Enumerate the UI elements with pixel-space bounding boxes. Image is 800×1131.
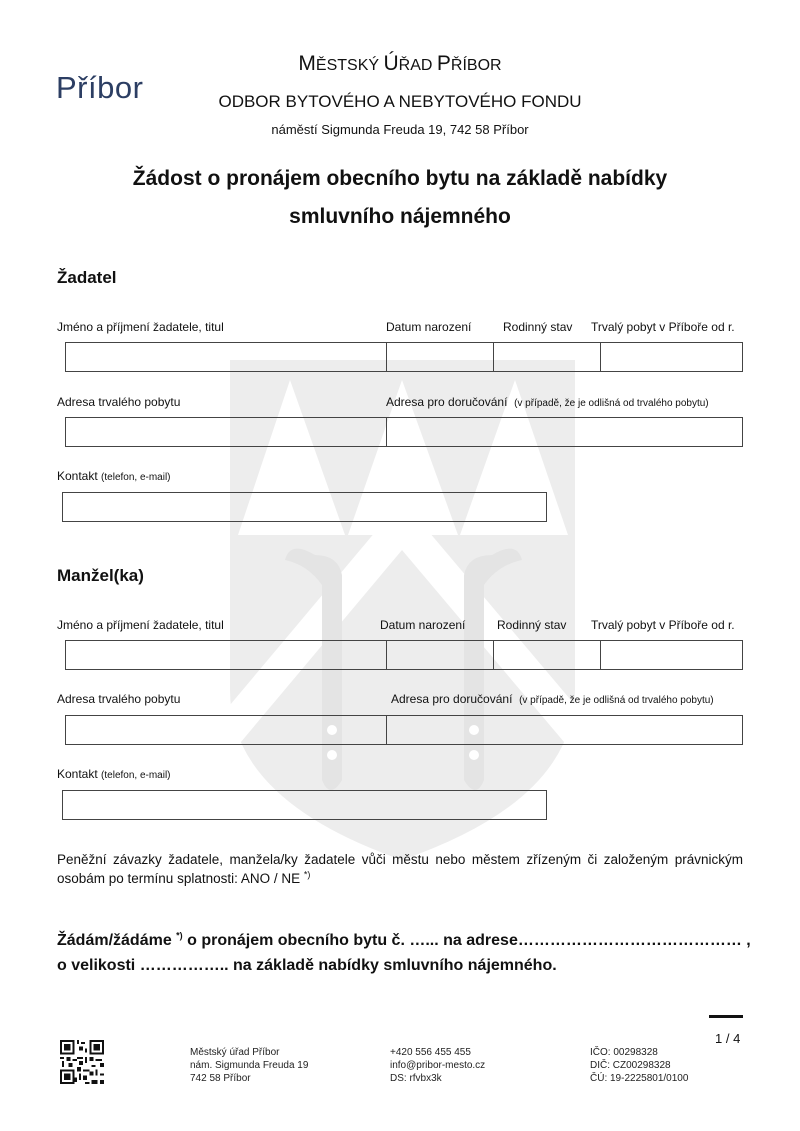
label-dob: Datum narození: [380, 618, 466, 632]
pribor-logo: Příbor: [56, 70, 144, 105]
spouse-name-input[interactable]: [66, 641, 386, 669]
spouse-contact-box: [62, 790, 547, 820]
label-residence-since: Trvalý pobyt v Příboře od r.: [591, 320, 735, 334]
applicant-row1-box: [65, 342, 743, 372]
label-permanent-address: Adresa trvalého pobytu: [57, 692, 181, 706]
office-address: náměstí Sigmunda Freuda 19, 742 58 Příbor: [271, 122, 529, 137]
page-rule: [709, 1015, 743, 1018]
applicant-dob-input[interactable]: [387, 343, 493, 371]
spouse-residence-since-input[interactable]: [601, 641, 743, 669]
request-statement: Žádám/žádáme *) o pronájem obecního bytu č. …... na adrese…………………………………… , o velikosti …………….. na základě nabídky smluvního nájemného.: [57, 930, 751, 974]
applicant-residence-since-input[interactable]: [601, 343, 743, 371]
label-marital: Rodinný stav: [497, 618, 567, 632]
department-name: ODBOR BYTOVÉHO A NEBYTOVÉHO FONDU: [218, 92, 582, 111]
label-marital: Rodinný stav: [503, 320, 573, 334]
spouse-permanent-address-input[interactable]: [66, 716, 386, 744]
label-contact: Kontakt (telefon, e-mail): [57, 469, 171, 483]
document-title: Žádost o pronájem obecního bytu na základě nabídky smluvního nájemného: [132, 167, 668, 228]
label-permanent-address: Adresa trvalého pobytu: [57, 395, 181, 409]
applicant-marital-input[interactable]: [494, 343, 600, 371]
label-dob: Datum narození: [386, 320, 472, 334]
label-contact: Kontakt (telefon, e-mail): [57, 767, 171, 781]
applicant-delivery-address-input[interactable]: [387, 418, 743, 446]
spouse-row1-box: [65, 640, 743, 670]
label-delivery-address: Adresa pro doručování (v případě, že je odlišná od trvalého pobytu): [391, 692, 714, 706]
applicant-row2-box: [65, 417, 743, 447]
label-residence-since: Trvalý pobyt v Příboře od r.: [591, 618, 735, 632]
label-name: Jméno a příjmení žadatele, titul: [57, 618, 224, 632]
spouse-delivery-address-input[interactable]: [387, 716, 743, 744]
spouse-contact-input[interactable]: [63, 791, 546, 819]
spouse-heading: Manžel(ka): [57, 566, 144, 585]
qr-code-icon: [60, 1040, 104, 1084]
page-number: 1 / 4: [715, 1031, 741, 1046]
obligations-paragraph: Peněžní závazky žadatele, manžela/ky žadatele vůči městu nebo městem zřízeným či založeným právnickým osobám po termínu splatnosti: ANO / NE *): [57, 852, 743, 886]
applicant-contact-input[interactable]: [63, 493, 546, 521]
spouse-row2-box: [65, 715, 743, 745]
label-delivery-address: Adresa pro doručování (v případě, že je odlišná od trvalého pobytu): [386, 395, 709, 409]
spouse-dob-input[interactable]: [387, 641, 493, 669]
applicant-contact-box: [62, 492, 547, 522]
footer-contact: +420 556 455 455 info@pribor-mesto.cz DS: rfvbx3k: [390, 1047, 486, 1084]
applicant-heading: Žadatel: [57, 268, 117, 287]
office-title: MĚSTSKÝ ÚŘAD PŘÍBOR: [298, 52, 502, 75]
footer-office: Městský úřad Příbor nám. Sigmunda Freuda 19 742 58 Příbor: [190, 1047, 309, 1084]
applicant-permanent-address-input[interactable]: [66, 418, 386, 446]
label-name: Jméno a příjmení žadatele, titul: [57, 320, 224, 334]
footer-ids: IČO: 00298328 DIČ: CZ00298328 ČÚ: 19-2225801/0100: [590, 1047, 689, 1084]
spouse-marital-input[interactable]: [494, 641, 600, 669]
applicant-name-input[interactable]: [66, 343, 386, 371]
